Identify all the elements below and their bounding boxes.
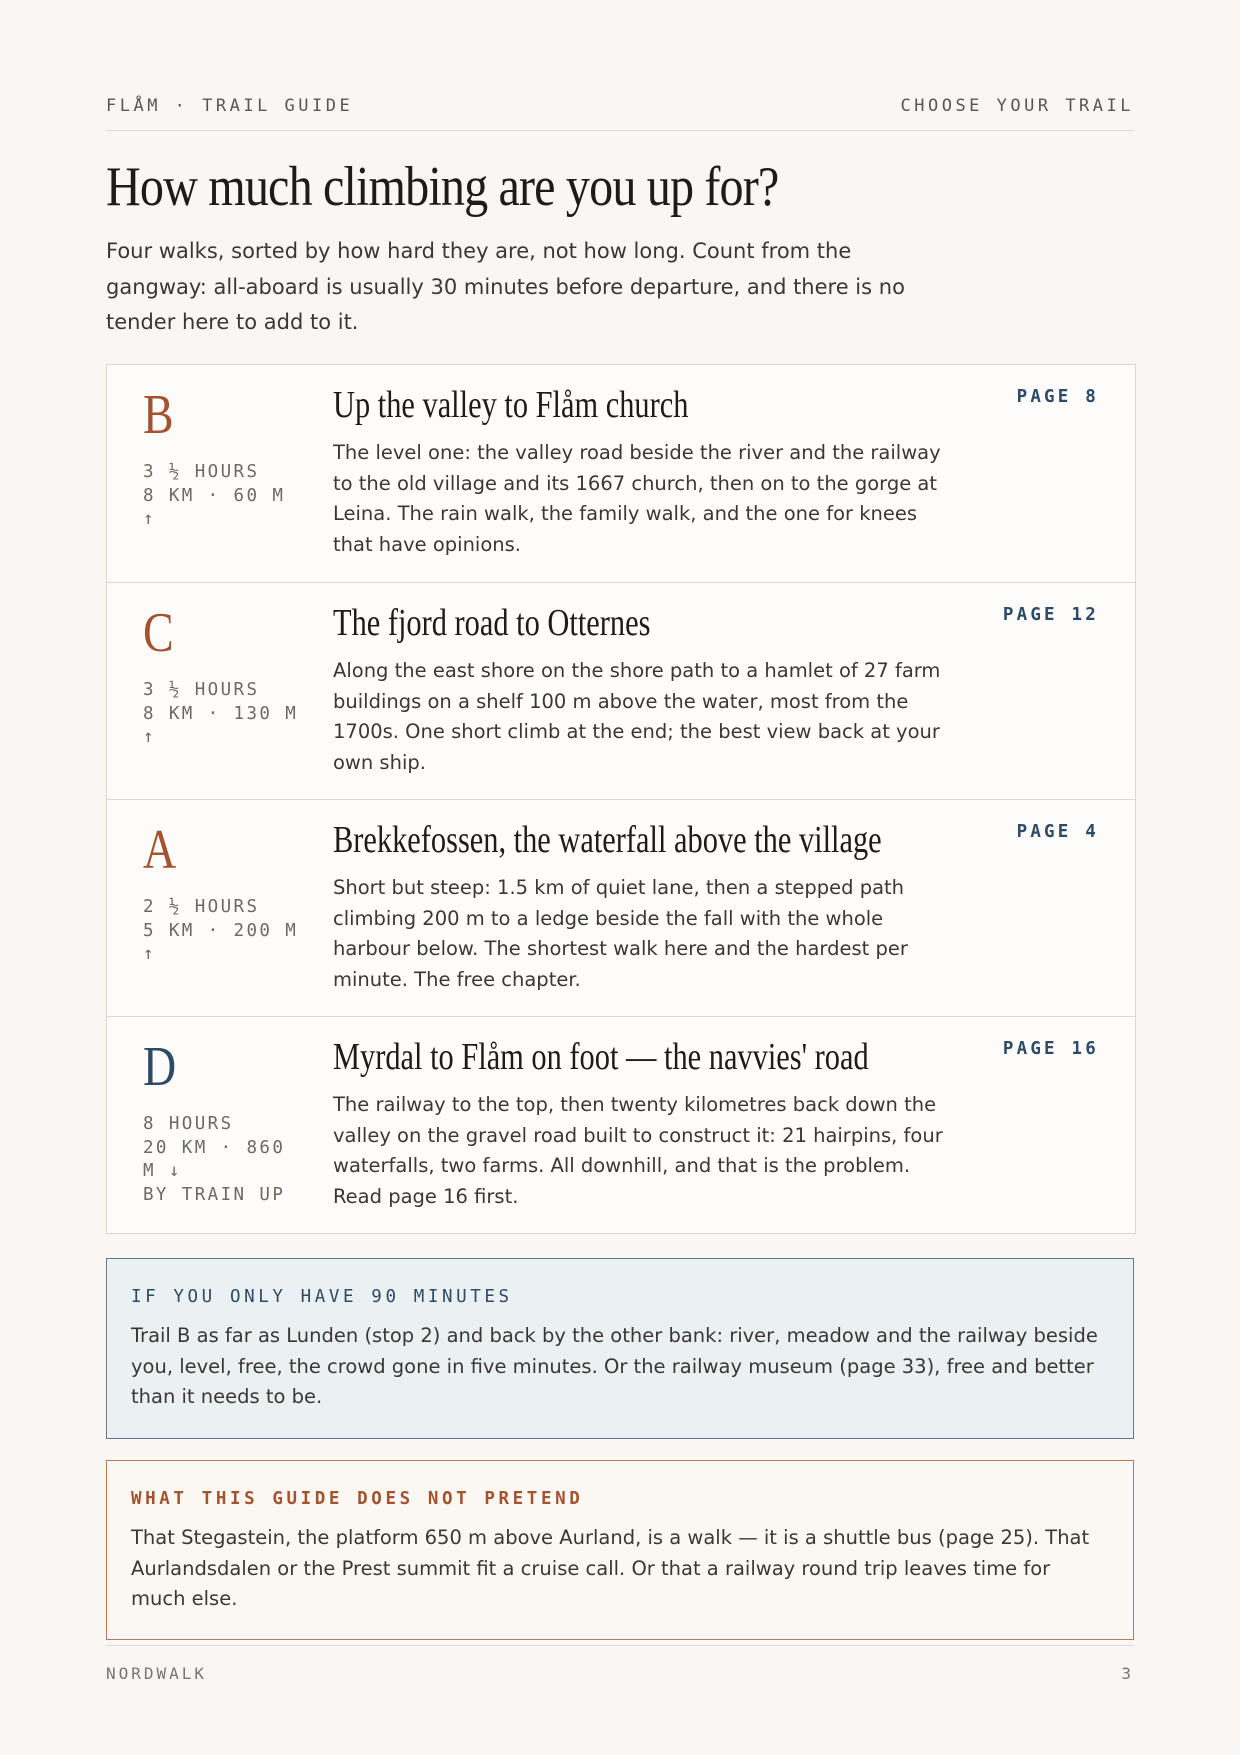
- header-section-label: FLÅM · TRAIL GUIDE: [106, 96, 354, 116]
- page-number: 3: [1121, 1664, 1134, 1683]
- trail-title: The fjord road to Otternes: [333, 602, 651, 644]
- trail-grade: A: [143, 819, 177, 881]
- trail-distance: 8 KM · 130 M ↑: [143, 703, 299, 747]
- trail-description: The level one: the valley road beside the river and the railway to the old village and its 1667 church, then on to the gorge at Leina. The rain walk, the family walk, and the one for knees that have opinions.: [333, 441, 941, 556]
- trail-duration: 8 HOURS: [143, 1114, 234, 1134]
- trail-row-b: [107, 365, 1135, 582]
- intro-paragraph: Four walks, sorted by how hard they are, not how long. Count from the gangway: all-aboard is usually 30 minutes before departure, and there is no tender here to add to it.: [106, 239, 905, 334]
- trail-distance: 8 KM · 60 M ↑: [143, 485, 286, 529]
- trail-grade: B: [143, 384, 174, 446]
- trail-duration: 2 ½ HOURS: [143, 897, 260, 917]
- callout-text: That Stegastein, the platform 650 m above Aurland, is a walk — it is a shuttle bus (page 25). That Aurlandsdalen or the Prest summit fit a cruise call. Or that a railway round trip leaves time for much else.: [131, 1526, 1090, 1610]
- trail-distance: 20 KM · 860 M ↓: [143, 1137, 286, 1181]
- header-chapter-label: CHOOSE YOUR TRAIL: [900, 96, 1134, 116]
- callout-heading: IF YOU ONLY HAVE 90 MINUTES: [131, 1287, 513, 1307]
- trail-row-a: [107, 799, 1135, 1016]
- footer-divider: [106, 1645, 1134, 1646]
- trail-title: Brekkefossen, the waterfall above the village: [333, 819, 882, 861]
- short-time-callout: [106, 1258, 1134, 1439]
- trail-stats: [143, 679, 303, 750]
- page-header: [106, 96, 1134, 116]
- footer-brand: NORDWALK: [106, 1664, 208, 1683]
- trail-duration: 3 ½ HOURS: [143, 462, 260, 482]
- trail-title: Myrdal to Flåm on foot — the navvies' road: [333, 1036, 869, 1078]
- trail-description: Along the east shore on the shore path to a hamlet of 27 farm buildings on a shelf 100 m above the water, most from the 1700s. One short climb at the end; the best view back at your own ship.: [333, 659, 941, 774]
- disclaimer-callout: [106, 1460, 1134, 1640]
- trail-stats: [143, 896, 303, 967]
- trail-page-reference: PAGE 16: [1002, 1039, 1099, 1059]
- trail-grade: D: [143, 1036, 177, 1098]
- callout-text: Trail B as far as Lunden (stop 2) and back by the other bank: river, meadow and the railway beside you, level, free, the crowd gone in five minutes. Or the railway museum (page 33), free and better than it needs to be.: [131, 1324, 1098, 1408]
- trail-row-c: [107, 582, 1135, 799]
- trail-transport-note: BY TRAIN UP: [143, 1184, 286, 1205]
- callout-heading: WHAT THIS GUIDE DOES NOT PRETEND: [131, 1489, 584, 1509]
- trail-page-reference: PAGE 12: [1002, 605, 1099, 625]
- trail-title: Up the valley to Flåm church: [333, 384, 689, 426]
- page-title: How much climbing are you up for?: [106, 156, 779, 218]
- trail-duration: 3 ½ HOURS: [143, 680, 260, 700]
- page-footer: [106, 1664, 1134, 1683]
- trail-description: The railway to the top, then twenty kilometres back down the valley on the gravel road built to construct it: 21 hairpins, four waterfalls, two farms. All downhill, and that is the problem. Read page 16 first.: [333, 1093, 943, 1208]
- trail-grade: C: [143, 602, 174, 664]
- trail-stats: [143, 461, 303, 532]
- trail-stats: [143, 1113, 303, 1207]
- trail-description: Short but steep: 1.5 km of quiet lane, then a stepped path climbing 200 m to a ledge beside the fall with the whole harbour below. The shortest walk here and the hardest per minute. The free chapter.: [333, 876, 908, 991]
- trail-distance: 5 KM · 200 M ↑: [143, 920, 299, 964]
- header-divider: [106, 130, 1134, 131]
- trail-page-reference: PAGE 4: [1016, 822, 1099, 842]
- trail-page-reference: PAGE 8: [1016, 387, 1099, 407]
- trail-list: [106, 364, 1136, 1234]
- trail-row-d: [107, 1016, 1135, 1233]
